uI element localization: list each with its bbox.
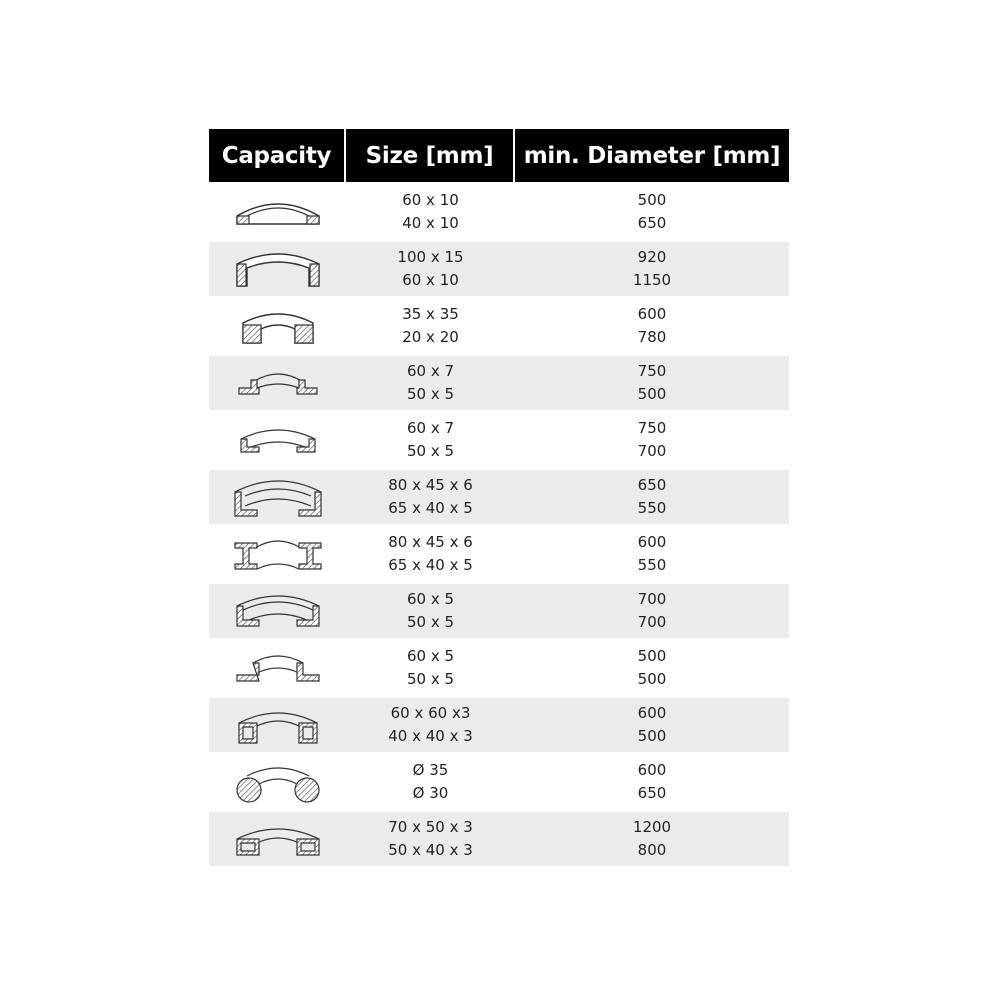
table-row <box>209 698 789 752</box>
diameter-value: 650 <box>637 214 667 232</box>
size-value: 60 x 10 <box>402 191 459 209</box>
diameter-value: 700 <box>637 442 667 460</box>
diameter-value: 500 <box>637 191 667 209</box>
size-value: 35 x 35 <box>402 305 459 323</box>
diameter-value: 550 <box>637 556 667 574</box>
size-value: 80 x 45 x 6 <box>388 533 473 551</box>
size-value: 80 x 45 x 6 <box>388 476 473 494</box>
t-profile-icon <box>209 356 346 410</box>
rect-tube-icon <box>209 812 346 866</box>
size-value: 40 x 10 <box>402 214 459 232</box>
round-bar-icon <box>209 755 346 809</box>
size-value: 65 x 40 x 5 <box>388 556 473 574</box>
table-row <box>209 242 789 296</box>
flat-bar-edge-icon <box>209 242 346 296</box>
header-size: Size [mm] <box>346 129 515 182</box>
size-value: 60 x 7 <box>406 419 455 437</box>
capacity-table <box>209 129 789 866</box>
table-row <box>209 356 789 410</box>
size-value: 50 x 5 <box>406 670 455 688</box>
header-capacity: Capacity <box>209 129 346 182</box>
diameter-value: 550 <box>637 499 667 517</box>
table-row <box>209 812 789 866</box>
angle-out-icon <box>209 641 346 695</box>
u-channel-icon <box>209 470 346 524</box>
diameter-value: 500 <box>637 670 667 688</box>
table-row <box>209 470 789 524</box>
diameter-value: 750 <box>637 419 667 437</box>
size-value: 20 x 20 <box>402 328 459 346</box>
size-value: 60 x 5 <box>406 647 455 665</box>
size-value: Ø 30 <box>412 784 449 802</box>
table-header <box>209 129 789 182</box>
table-row <box>209 527 789 581</box>
diameter-value: 750 <box>637 362 667 380</box>
table-row <box>209 299 789 353</box>
size-value: 60 x 10 <box>402 271 459 289</box>
diameter-value: 1150 <box>632 271 672 289</box>
size-value: 100 x 15 <box>397 248 464 266</box>
angle-in-icon <box>209 584 346 638</box>
size-value: 50 x 40 x 3 <box>388 841 473 859</box>
diameter-value: 700 <box>637 590 667 608</box>
size-value: 60 x 7 <box>406 362 455 380</box>
table-row <box>209 413 789 467</box>
diameter-value: 500 <box>637 647 667 665</box>
size-value: 70 x 50 x 3 <box>388 818 473 836</box>
diameter-value: 650 <box>637 784 667 802</box>
size-value: 60 x 60 x3 <box>390 704 471 722</box>
table-row <box>209 185 789 239</box>
diameter-value: 600 <box>637 305 667 323</box>
size-value: Ø 35 <box>412 761 449 779</box>
size-value: 50 x 5 <box>406 613 455 631</box>
square-bar-icon <box>209 299 346 353</box>
diameter-value: 920 <box>637 248 667 266</box>
diameter-value: 600 <box>637 533 667 551</box>
diameter-value: 800 <box>637 841 667 859</box>
t-profile-inverted-icon <box>209 413 346 467</box>
diameter-value: 600 <box>637 704 667 722</box>
diameter-value: 700 <box>637 613 667 631</box>
diameter-value: 600 <box>637 761 667 779</box>
diameter-value: 780 <box>637 328 667 346</box>
i-beam-icon <box>209 527 346 581</box>
table-row <box>209 584 789 638</box>
square-tube-icon <box>209 698 346 752</box>
flat-bar-icon <box>209 185 346 239</box>
size-value: 60 x 5 <box>406 590 455 608</box>
size-value: 50 x 5 <box>406 442 455 460</box>
size-value: 40 x 40 x 3 <box>388 727 473 745</box>
header-diameter: min. Diameter [mm] <box>523 142 781 169</box>
table-row <box>209 641 789 695</box>
diameter-value: 500 <box>637 727 667 745</box>
diameter-value: 650 <box>637 476 667 494</box>
diameter-value: 1200 <box>632 818 672 836</box>
diameter-value: 500 <box>637 385 667 403</box>
table-row <box>209 755 789 809</box>
size-value: 50 x 5 <box>406 385 455 403</box>
size-value: 65 x 40 x 5 <box>388 499 473 517</box>
